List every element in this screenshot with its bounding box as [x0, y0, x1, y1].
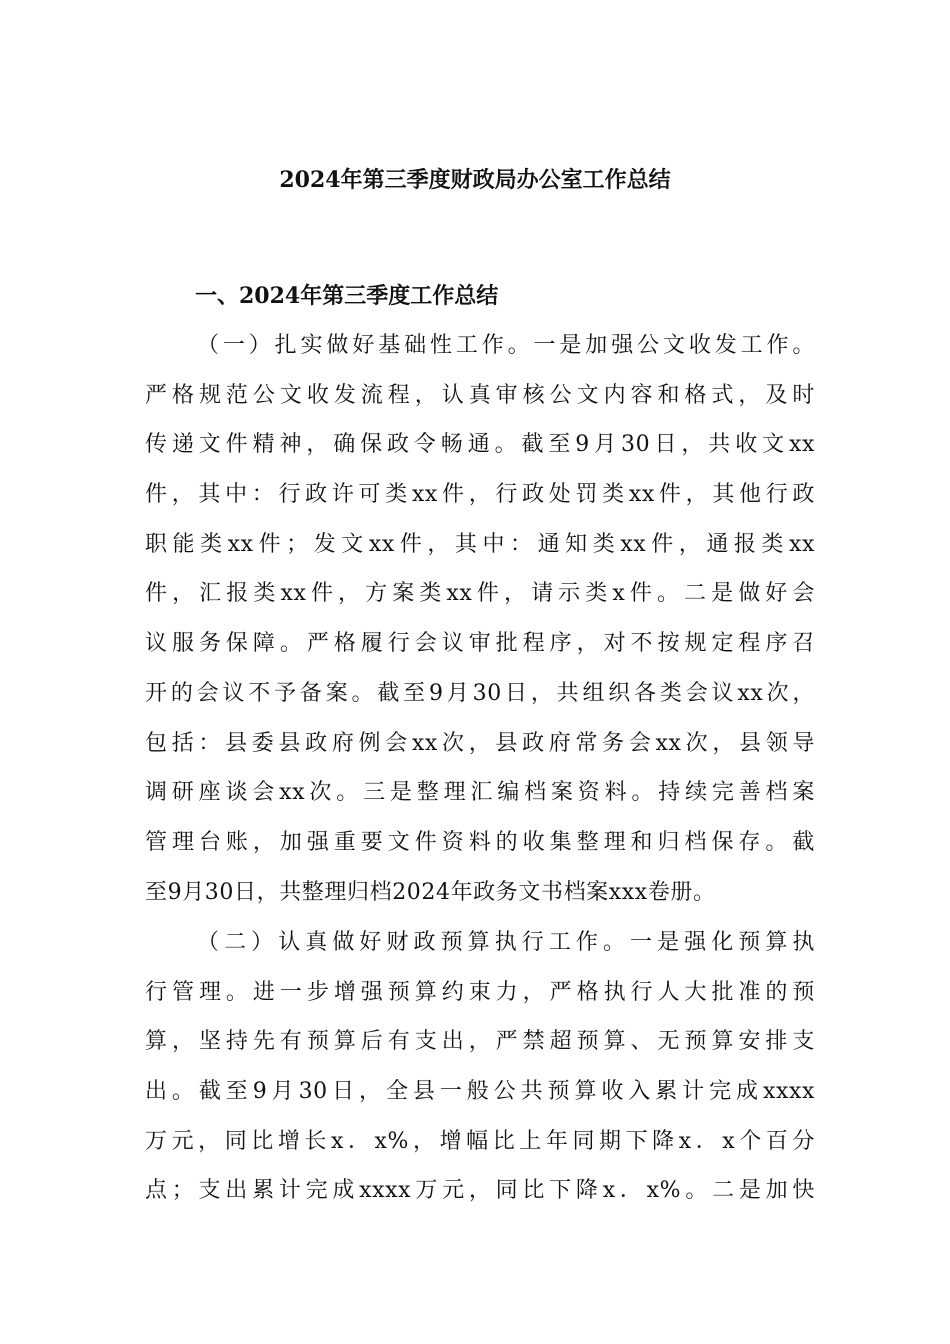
paragraph-line: 点；支出累计完成xxxx万元，同比下降x．x%。二是加快: [145, 1178, 815, 1204]
paragraph-line: 件，汇报类xx件，方案类xx件，请示类x件。二是做好会: [145, 581, 815, 607]
paragraph-line: 传递文件精神，确保政令畅通。截至9月30日，共收文xx: [145, 432, 815, 458]
paragraph-line: 管理台账，加强重要文件资料的收集整理和归档保存。截: [145, 829, 815, 855]
paragraph-line: 件，其中：行政许可类xx件，行政处罚类xx件，其他行政: [145, 482, 815, 508]
paragraph-line: 万元，同比增长x．x%，增幅比上年同期下降x．x个百分: [145, 1128, 815, 1154]
paragraph-line: 职能类xx件；发文xx件，其中：通知类xx件，通报类xx: [145, 531, 815, 557]
section-heading: 一、2024年第三季度工作总结: [195, 283, 499, 309]
paragraph-line: 议服务保障。严格履行会议审批程序，对不按规定程序召: [145, 631, 815, 657]
paragraph-line: 出。截至9月30日，全县一般公共预算收入累计完成xxxx: [145, 1079, 815, 1105]
paragraph-line: 算，坚持先有预算后有支出，严禁超预算、无预算安排支: [145, 1029, 815, 1055]
paragraph-1: [145, 321, 815, 917]
paragraph-line: 开的会议不予备案。截至9月30日，共组织各类会议xx次，: [145, 680, 815, 706]
paragraph-line: （一）扎实做好基础性工作。一是加强公文收发工作。: [197, 333, 815, 358]
paragraph-line: 调研座谈会xx次。三是整理汇编档案资料。持续完善档案: [145, 780, 815, 806]
paragraph-line: 严格规范公文收发流程，认真审核公文内容和格式，及时: [145, 382, 815, 408]
paragraph-2: [145, 918, 815, 1216]
paragraph-line: 包括：县委县政府例会xx次，县政府常务会xx次，县领导: [145, 730, 815, 756]
paragraph-line: 行管理。进一步增强预算约束力，严格执行人大批准的预: [145, 979, 815, 1005]
paragraph-line: （二）认真做好财政预算执行工作。一是强化预算执: [197, 930, 815, 955]
document-title: 2024年第三季度财政局办公室工作总结: [279, 167, 671, 193]
paragraph-line: 至9月30日，共整理归档2024年政务文书档案xxx卷册。: [145, 879, 716, 905]
